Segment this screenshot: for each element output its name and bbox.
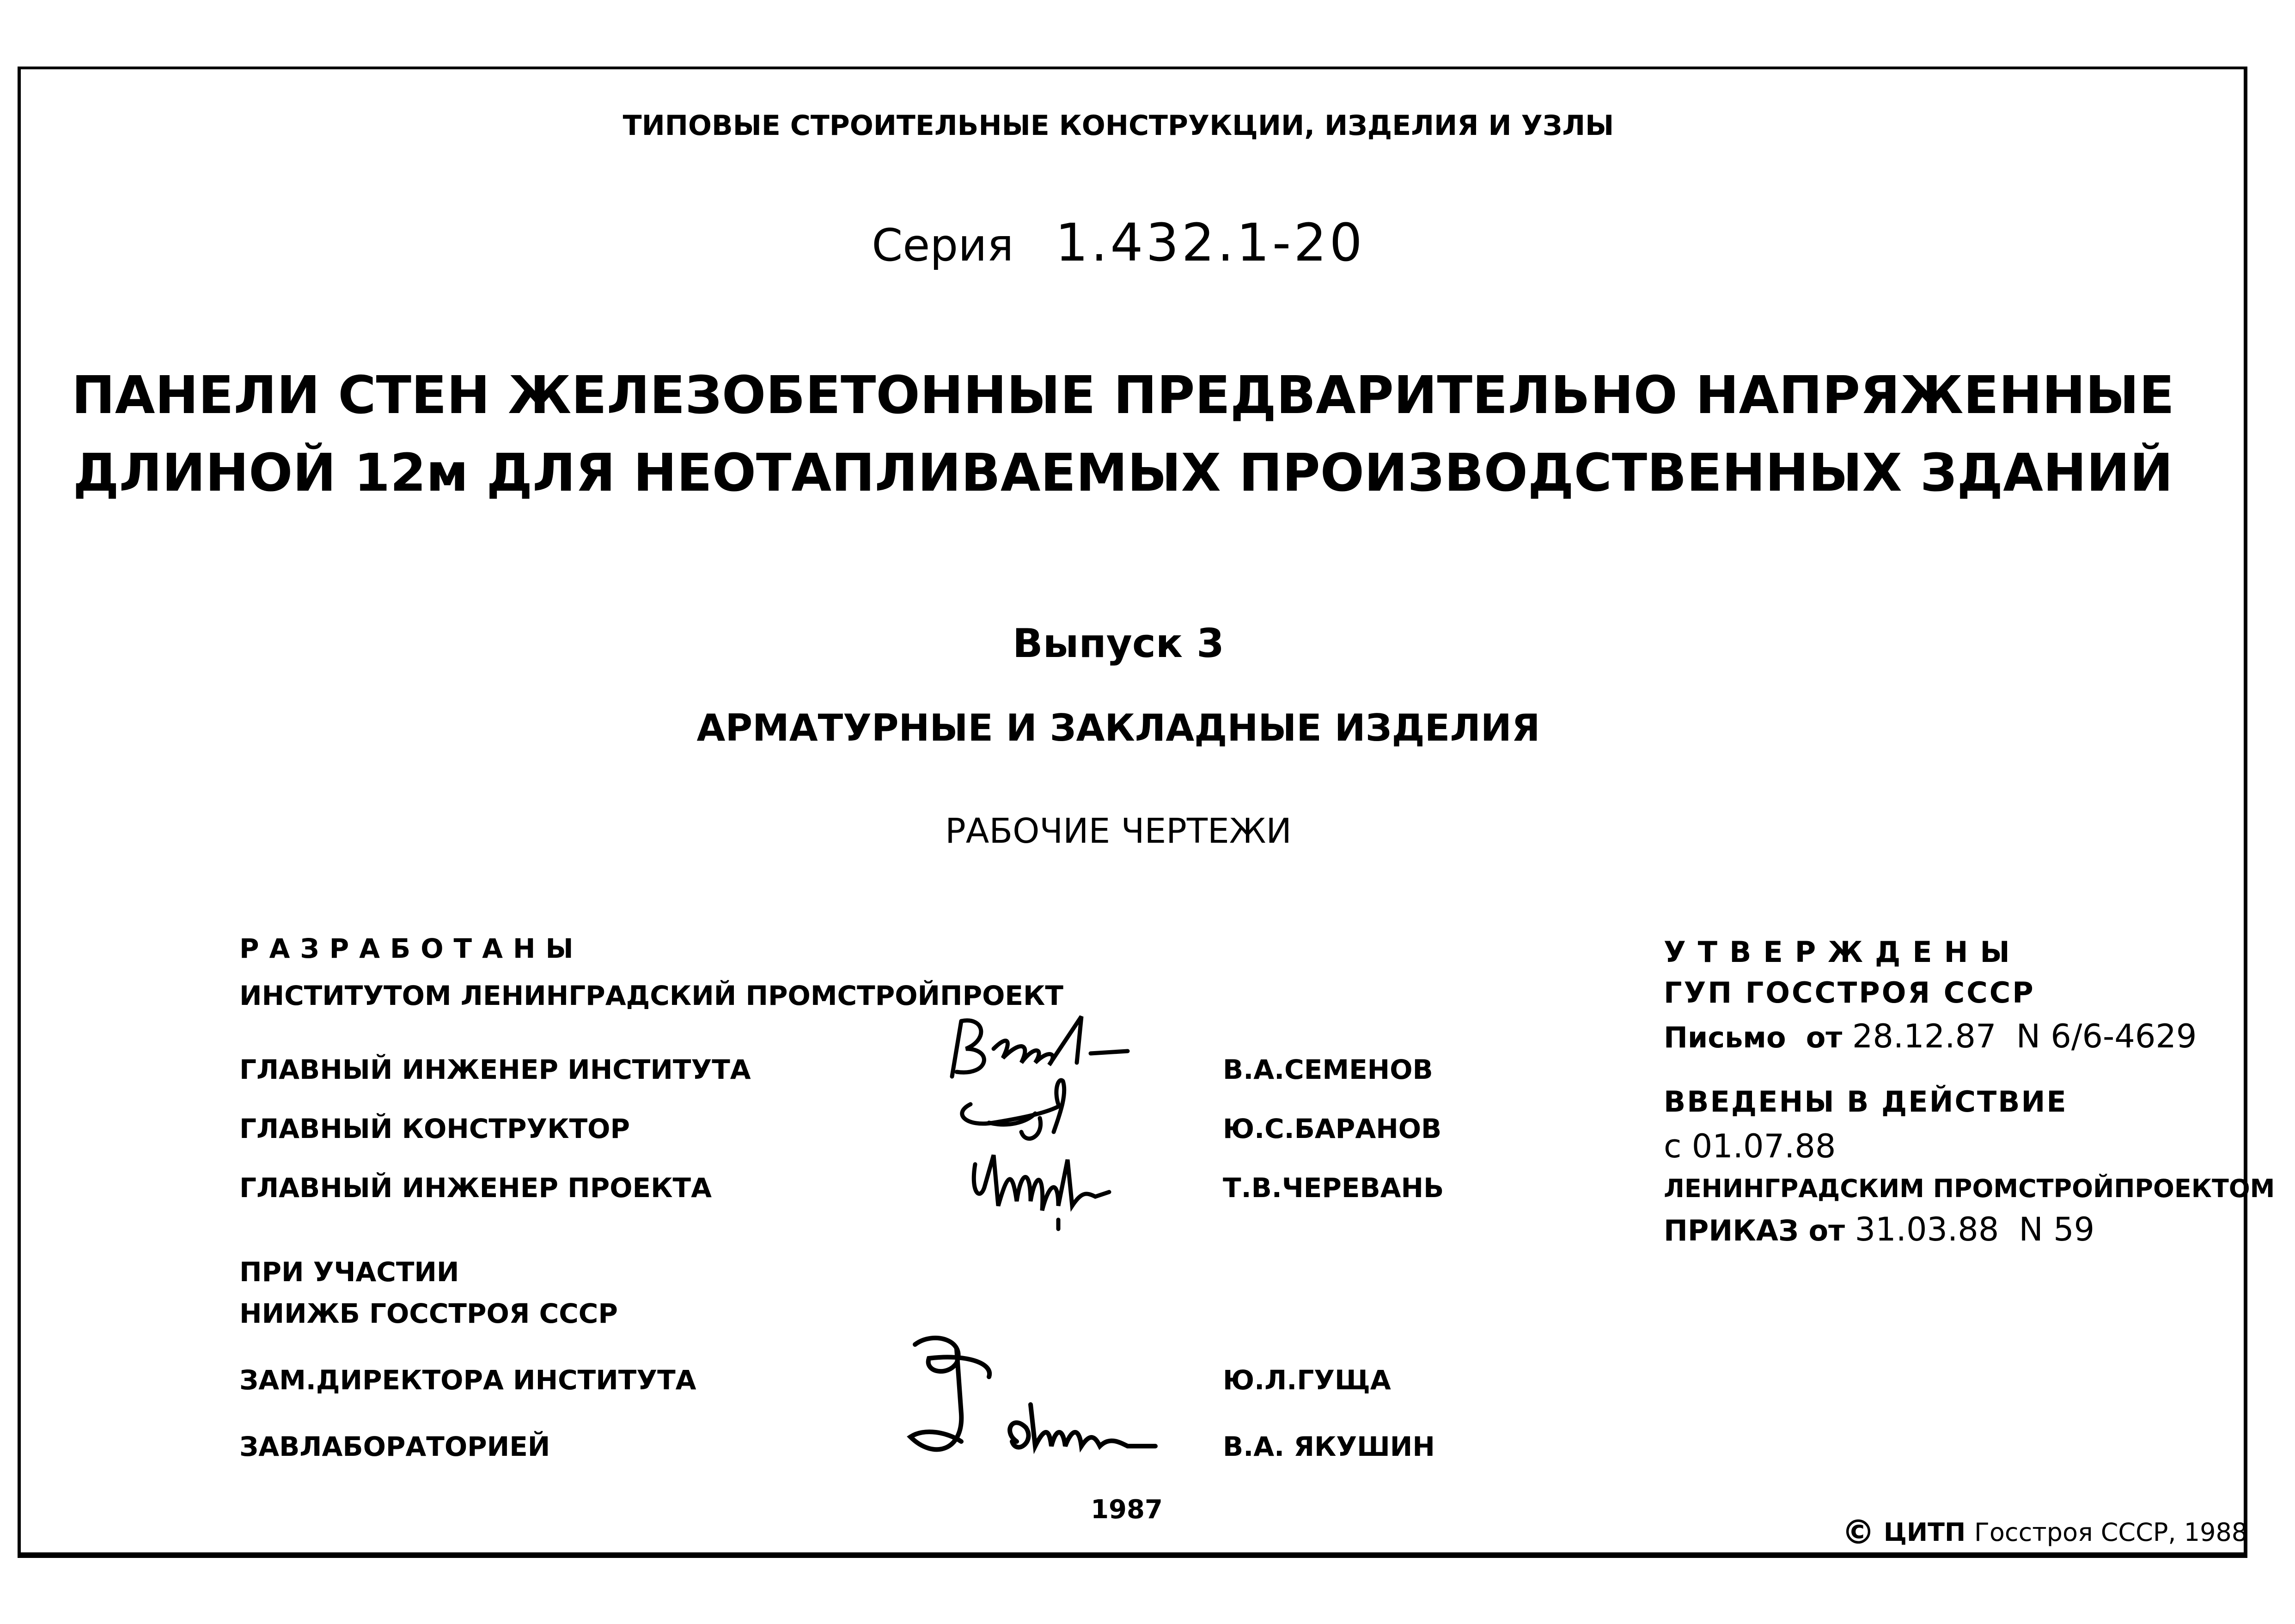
issue: Выпуск 3: [1013, 620, 1224, 667]
drawing-type: РАБОЧИЕ ЧЕРТЕЖИ: [945, 811, 1292, 851]
order-date: 31.03.88: [1855, 1210, 1999, 1248]
copyright: [1842, 1515, 2247, 1549]
letter-number: N 6/6-4629: [2016, 1017, 2197, 1055]
order-label: ПРИКАЗ от: [1664, 1214, 1845, 1247]
person-name: В.А.СЕМЕНОВ: [1223, 1054, 1433, 1085]
approved-order: [1664, 1210, 2095, 1248]
series-label: Серия: [872, 219, 1014, 271]
partner: НИИЖБ ГОССТРОЯ СССР: [239, 1298, 618, 1329]
role: ГЛАВНЫЙ ИНЖЕНЕР ИНСТИТУТА: [239, 1054, 751, 1085]
role: ГЛАВНЫЙ КОНСТРУКТОР: [239, 1113, 630, 1144]
person-name: В.А. ЯКУШИН: [1223, 1431, 1435, 1462]
signatures-image: [943, 1007, 1202, 1266]
header: ТИПОВЫЕ СТРОИТЕЛЬНЫЕ КОНСТРУКЦИИ, ИЗДЕЛИЯ И УЗЛЫ: [623, 109, 1614, 142]
developed-institute: ИНСТИТУТОМ ЛЕНИНГРАДСКИЙ ПРОМСТРОЙПРОЕКТ: [239, 980, 1063, 1011]
series: [872, 213, 1365, 273]
effective-label: ВВЕДЕНЫ В ДЕЙСТВИЕ: [1664, 1085, 2068, 1119]
copyright-rest: Госстроя СССР, 1988: [1974, 1518, 2248, 1547]
copyright-icon: ©: [1842, 1513, 1875, 1551]
effective-date: с 01.07.88: [1664, 1127, 1836, 1165]
copyright-org: ЦИТП: [1883, 1518, 1966, 1547]
title-line-1: ПАНЕЛИ СТЕН ЖЕЛЕЗОБЕТОННЫЕ ПРЕДВАРИТЕЛЬНО НАПРЯЖЕННЫЕ: [72, 365, 2174, 426]
series-number: 1.432.1-20: [1055, 213, 1365, 273]
person-name: Ю.Л.ГУЩА: [1223, 1364, 1391, 1396]
signatures-image-2: [897, 1321, 1183, 1478]
letter-from: от: [1806, 1021, 1843, 1054]
letter-label: Письмо: [1664, 1021, 1786, 1054]
approved-letter: [1664, 1017, 2197, 1055]
approved-heading: УТВЕРЖДЕНЫ: [1664, 935, 2022, 969]
person-name: Ю.С.БАРАНОВ: [1223, 1113, 1442, 1144]
role: ГЛАВНЫЙ ИНЖЕНЕР ПРОЕКТА: [239, 1172, 712, 1204]
role: ЗАМ.ДИРЕКТОРА ИНСТИТУТА: [239, 1364, 696, 1396]
approved-by: ЛЕНИНГРАДСКИМ ПРОМСТРОЙПРОЕКТОМ: [1664, 1174, 2275, 1203]
participation: ПРИ УЧАСТИИ: [239, 1256, 459, 1288]
letter-date: 28.12.87: [1852, 1017, 1996, 1055]
subtitle: АРМАТУРНЫЕ И ЗАКЛАДНЫЕ ИЗДЕЛИЯ: [696, 706, 1540, 749]
approved-org: ГУП ГОССТРОЯ СССР: [1664, 976, 2035, 1010]
developed-heading: РАЗРАБОТАНЫ: [239, 933, 584, 964]
person-name: Т.В.ЧЕРЕВАНЬ: [1223, 1172, 1444, 1204]
order-number: N 59: [2019, 1210, 2095, 1248]
year: 1987: [1091, 1495, 1163, 1525]
role: ЗАВЛАБОРАТОРИЕЙ: [239, 1431, 550, 1462]
title-line-2: ДЛИНОЙ 12м ДЛЯ НЕОТАПЛИВАЕМЫХ ПРОИЗВОДСТВЕННЫХ ЗДАНИЙ: [73, 443, 2173, 503]
